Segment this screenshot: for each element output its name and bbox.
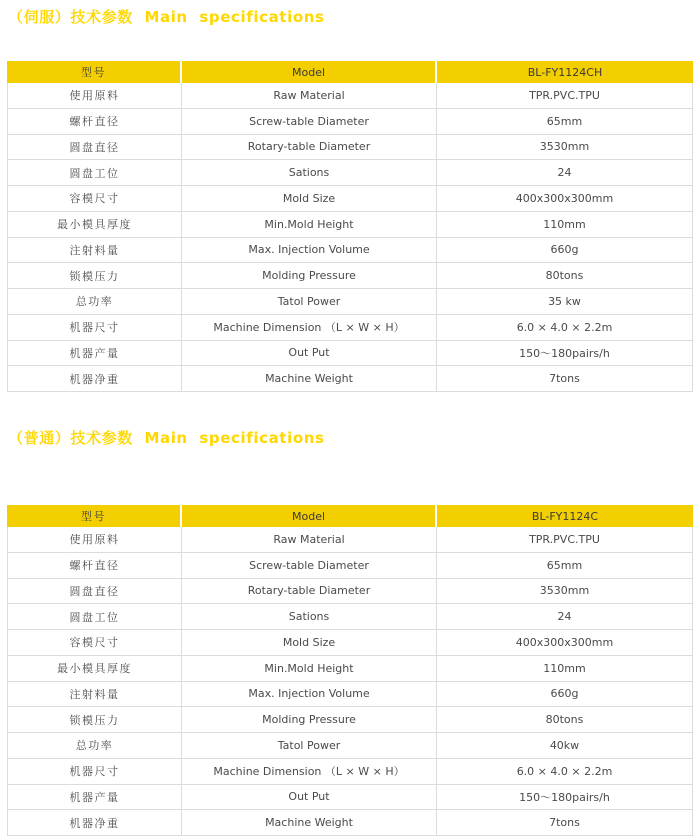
spec-label-en: Machine Dimension （L × W × H） [182, 315, 437, 340]
spec-label-cn: 螺杆直径 [7, 109, 182, 134]
table-row [7, 341, 693, 367]
spec-value: 7tons [437, 366, 693, 391]
table-row [7, 810, 693, 836]
spec-value: 660g [437, 682, 693, 707]
spec-value: TPR.PVC.TPU [437, 527, 693, 552]
table-row [7, 186, 693, 212]
spec-label-en: Sations [182, 160, 437, 185]
spec-label-cn: 锁模压力 [7, 263, 182, 288]
table-row [7, 83, 693, 109]
spec-value: 3530mm [437, 579, 693, 604]
spec-value: 24 [437, 604, 693, 629]
spec-label-cn: 机器产量 [7, 785, 182, 810]
spec-label-cn: 圆盘直径 [7, 135, 182, 160]
spec-label-en: Machine Weight [182, 810, 437, 835]
spec-value: 6.0 × 4.0 × 2.2m [437, 759, 693, 784]
spec-label-en: Out Put [182, 341, 437, 366]
spec-label-en: Raw Material [182, 527, 437, 552]
table-row [7, 785, 693, 811]
spec-label-en: Sations [182, 604, 437, 629]
table-row [7, 630, 693, 656]
spec-value: 400x300x300mm [437, 630, 693, 655]
table-row [7, 109, 693, 135]
header-model-cn: 型号 [7, 505, 182, 527]
spec-label-en: Max. Injection Volume [182, 238, 437, 263]
table-row [7, 289, 693, 315]
spec-value: TPR.PVC.TPU [437, 83, 693, 108]
spec-label-cn: 使用原料 [7, 83, 182, 108]
spec-label-cn: 机器净重 [7, 366, 182, 391]
spec-label-en: Max. Injection Volume [182, 682, 437, 707]
spec-label-cn: 圆盘工位 [7, 604, 182, 629]
spec-label-cn: 螺杆直径 [7, 553, 182, 578]
table-row [7, 604, 693, 630]
header-model-cn: 型号 [7, 61, 182, 83]
table-header-row [7, 505, 693, 527]
table-row [7, 135, 693, 161]
table-row [7, 212, 693, 238]
spec-value: 110mm [437, 212, 693, 237]
spec-value: 7tons [437, 810, 693, 835]
header-model-value: BL-FY1124CH [437, 61, 693, 83]
spec-value: 80tons [437, 263, 693, 288]
spec-value: 40kw [437, 733, 693, 758]
spec-value: 6.0 × 4.0 × 2.2m [437, 315, 693, 340]
header-model-en: Model [182, 505, 437, 527]
table-row [7, 366, 693, 392]
spec-label-cn: 机器产量 [7, 341, 182, 366]
table-row [7, 238, 693, 264]
section-title-servo: （伺服）技术参数 Main specifications [8, 8, 325, 26]
spec-label-en: Rotary-table Diameter [182, 579, 437, 604]
spec-label-cn: 总功率 [7, 289, 182, 314]
spec-value: 660g [437, 238, 693, 263]
spec-value: 35 kw [437, 289, 693, 314]
spec-label-cn: 圆盘直径 [7, 579, 182, 604]
spec-label-en: Tatol Power [182, 733, 437, 758]
spec-value: 3530mm [437, 135, 693, 160]
table-row [7, 733, 693, 759]
spec-value: 65mm [437, 109, 693, 134]
spec-value: 24 [437, 160, 693, 185]
spec-label-cn: 容模尺寸 [7, 630, 182, 655]
spec-label-en: Min.Mold Height [182, 656, 437, 681]
table-row [7, 553, 693, 579]
spec-label-cn: 总功率 [7, 733, 182, 758]
spec-label-en: Molding Pressure [182, 263, 437, 288]
table-body [7, 83, 693, 392]
spec-label-cn: 注射料量 [7, 682, 182, 707]
table-row [7, 759, 693, 785]
spec-table-servo [7, 61, 693, 392]
spec-label-cn: 圆盘工位 [7, 160, 182, 185]
spec-label-en: Out Put [182, 785, 437, 810]
spec-label-en: Machine Dimension （L × W × H） [182, 759, 437, 784]
table-header-row [7, 61, 693, 83]
header-model-en: Model [182, 61, 437, 83]
spec-label-en: Screw-table Diameter [182, 553, 437, 578]
spec-label-en: Mold Size [182, 186, 437, 211]
spec-label-cn: 使用原料 [7, 527, 182, 552]
spec-label-cn: 机器净重 [7, 810, 182, 835]
spec-value: 400x300x300mm [437, 186, 693, 211]
spec-label-cn: 容模尺寸 [7, 186, 182, 211]
spec-label-en: Rotary-table Diameter [182, 135, 437, 160]
section-title-standard: （普通）技术参数 Main specifications [8, 429, 325, 447]
table-row [7, 263, 693, 289]
spec-label-cn: 机器尺寸 [7, 759, 182, 784]
spec-label-en: Raw Material [182, 83, 437, 108]
spec-label-en: Molding Pressure [182, 707, 437, 732]
spec-label-en: Tatol Power [182, 289, 437, 314]
spec-label-cn: 锁模压力 [7, 707, 182, 732]
spec-label-en: Machine Weight [182, 366, 437, 391]
spec-value: 150～180pairs/h [437, 341, 693, 366]
spec-value: 80tons [437, 707, 693, 732]
spec-table-standard [7, 505, 693, 836]
table-row [7, 527, 693, 553]
spec-value: 65mm [437, 553, 693, 578]
table-row [7, 682, 693, 708]
spec-label-en: Min.Mold Height [182, 212, 437, 237]
table-row [7, 160, 693, 186]
spec-label-cn: 最小模具厚度 [7, 212, 182, 237]
header-model-value: BL-FY1124C [437, 505, 693, 527]
table-row [7, 315, 693, 341]
spec-label-en: Screw-table Diameter [182, 109, 437, 134]
table-row [7, 656, 693, 682]
spec-label-cn: 机器尺寸 [7, 315, 182, 340]
table-row [7, 579, 693, 605]
spec-label-en: Mold Size [182, 630, 437, 655]
table-row [7, 707, 693, 733]
spec-value: 110mm [437, 656, 693, 681]
spec-label-cn: 注射料量 [7, 238, 182, 263]
spec-label-cn: 最小模具厚度 [7, 656, 182, 681]
spec-value: 150～180pairs/h [437, 785, 693, 810]
table-body [7, 527, 693, 836]
